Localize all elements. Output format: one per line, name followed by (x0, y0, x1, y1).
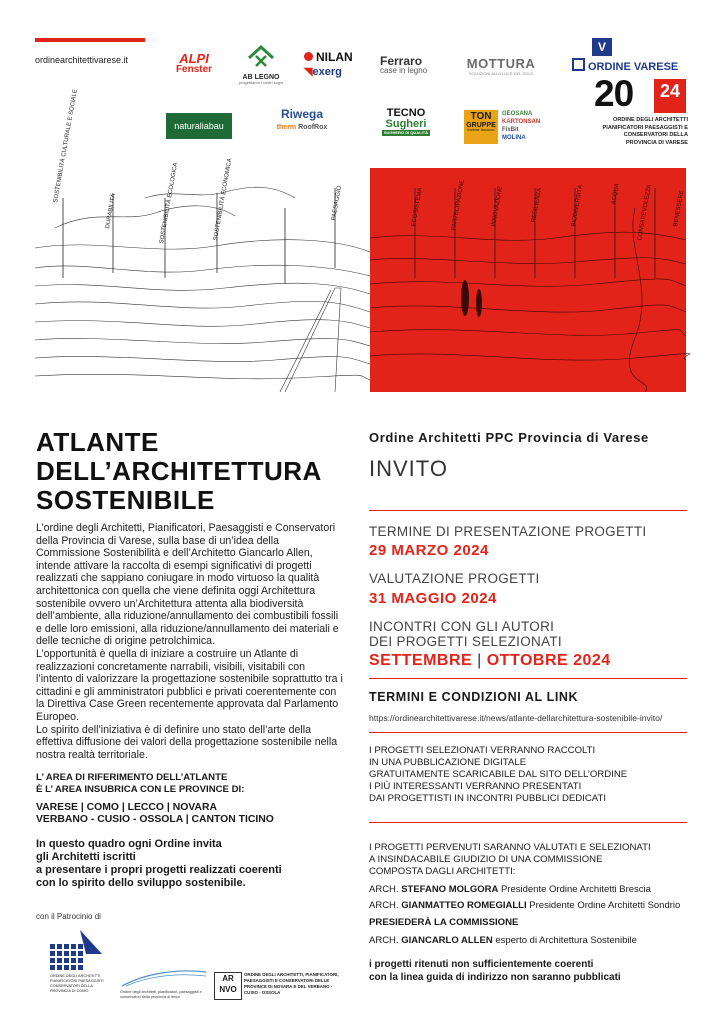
member-prefix: ARCH. (369, 935, 399, 946)
ordine-description: ORDINE DEGLI ARCHITETTI PIANIFICATORI PAESAGGISTI E CONSERVATORI DELLA PROVINCIA DI VARESE (602, 117, 688, 146)
illustration-label: ECOSISTEMA (411, 187, 424, 228)
divider (369, 678, 687, 679)
ablegno-logo-text: AB LEGNO (242, 74, 280, 81)
ordine-varese-name (572, 58, 690, 73)
molina-text: MOLINA (502, 135, 526, 141)
meetings-label-line: DEI PROGETTI SELEZIONATI (369, 634, 562, 649)
selection-line: I PIÙ INTERESSANTI VERRANNO PRESENTATI (369, 781, 582, 792)
meetings-label-line: INCONTRI CON GLI AUTORI (369, 619, 555, 634)
organizer-name: Ordine Architetti PPC Provincia di Varese (369, 430, 649, 445)
nilan-dot-icon (304, 52, 313, 61)
riwega-logo (270, 108, 334, 131)
tecnosugheri-logo (382, 108, 430, 136)
intro-text (36, 522, 344, 761)
invite-line: a presentare i propri progetti realizzati coerenti (36, 864, 282, 876)
title-line-3: SOSTENIBILE (36, 485, 215, 515)
tecno-logo-sub: SUGHERO DI QUALITÀ (383, 130, 429, 135)
member-role: Presidente Ordine Architetti Brescia (500, 884, 651, 895)
ferraro-logo-text: Ferraro (380, 54, 423, 68)
novara-logo-mark (214, 972, 242, 1000)
commission-line: I PROGETTI PERVENUTI SARANNO VALUTATI E SELEZIONATI (369, 842, 651, 853)
gruppe-logo-text: GRUPPE (466, 122, 496, 129)
ferraro-logo-sub: case in legno (380, 66, 428, 75)
invite-text (36, 838, 344, 890)
evaluation-date: 31 MAGGIO 2024 (369, 590, 497, 607)
deadline-label: TERMINE DI PRESENTAZIONE PROGETTI (369, 524, 647, 539)
commission-member (369, 884, 651, 896)
evaluation-label: VALUTAZIONE PROGETTI (369, 571, 540, 586)
novara-logo-text: ORDINE DEGLI ARCHITETTI, PIANIFICATORI, PAESAGGISTI E CONSERVATORI DELLE PROVINCE DI NOVARA E DEL VERBANO - CUSIO - OSSOLA (244, 972, 339, 995)
selection-line: DAI PROGETTISTI IN INCONTRI PUBBLICI DEDICATI (369, 793, 607, 804)
meetings-label (369, 619, 562, 649)
invite-line: gli Architetti iscritti (36, 851, 136, 863)
ablegno-logo-sub: progettiamo i vostri sogni (238, 80, 284, 85)
terms-link[interactable]: https://ordinearchitettivarese.it/news/atlante-dellarchitettura-sostenibile-invito/ (369, 713, 663, 723)
lecco-wave-icon (120, 968, 210, 988)
ton-logo-sub: Insieme facciamo (467, 128, 495, 132)
lecco-logo (120, 968, 210, 988)
member-prefix: ARCH. (369, 884, 399, 895)
commission-president-heading: PRESIEDERÀ LA COMMISSIONE (369, 917, 519, 928)
tecno-logo-text: TECNO (386, 107, 426, 119)
lecco-logo-text: Ordine degli architetti, pianificatori, paesaggisti e conservatori della provincia di lecco (120, 990, 202, 999)
page-title (36, 428, 322, 515)
mottura-logo (458, 57, 544, 76)
intro-paragraph: L’ordine degli Architetti, Pianificatori, Paesaggisti e Conservatori della Provincia di Varese, sulla base di un’idea della Commissione Sostenibilità e dell’Architetto Giancarlo Allen, intende attivare la raccolta di esempi significativi di progetti realizzati che sappiano coniugare in modo virtuoso la qualità architettonica con quella che viene definita oggi Architettura sostenibile ovvero un’Architettura attenta alla biodiversità dell’ambiente, alla riduzione/annullamento dei combustibili fossili e delle loro emissioni, alla riduzione/annullamento dei materiali e delle tecniche di origine petrolchimica. (36, 522, 339, 648)
sugheri-logo-text: Sugheri (385, 118, 427, 130)
illustration-label: SOSTENIBILITÀ ECOLOGICA (159, 162, 180, 245)
reference-area (36, 772, 344, 826)
ton-logo-text: TON (470, 111, 492, 122)
member-prefix: ARCH. (369, 900, 399, 911)
terms-heading: TERMINI E CONDIZIONI AL LINK (369, 690, 579, 704)
ordine-square-icon (572, 58, 585, 71)
nilan-logo: NILAN ◥exerg (304, 50, 353, 78)
novara-mark-line: AR (222, 974, 234, 983)
member-role: Presidente Ordine Architetti Sondrio (529, 900, 681, 911)
illustration-label: ACQUA (611, 182, 621, 206)
commission-info (369, 842, 651, 878)
deadline-date: 29 MARZO 2024 (369, 542, 489, 559)
area-provinces: VARESE | COMO | LECCO | NOVARA (36, 802, 217, 813)
commission-line: A INSINDACABILE GIUDIZIO DI UNA COMMISSIONE (369, 854, 603, 865)
intro-paragraph: Lo spirito dell’iniziativa è di definire uno stato dell’arte della effettiva diffusione dei valori della progettazione sostenibile nella nostra realtà territoriale. (36, 723, 338, 761)
illustration-label: RESILIENZA (531, 187, 543, 224)
ordine-year-a: 20 (594, 73, 634, 114)
illustration-label: INNOVAZIONE (491, 185, 505, 228)
ordine-year-b: 24 (654, 79, 686, 113)
riwega-roofrox-text: RoofRox (298, 124, 328, 131)
member-name: STEFANO MOLGORA (401, 884, 499, 895)
intro-paragraph: L’opportunità è quella di iniziare a costruire un Atlante di realizzazioni concretamente narrabili, visibili, visitabili con l’intento di valorizzare la progettazione sostenibile soprattutto tra i cittadini e gli amministratori pubblici e privati coerentemente con la Direttiva Case Green recentemente approvata dal Parlamento Europeo. (36, 647, 343, 723)
brands-list-logo (502, 110, 548, 142)
meetings-separator: | (477, 652, 482, 669)
title-line-1: ATLANTE (36, 427, 159, 457)
alpi-logo-sub: Fenster (175, 64, 213, 75)
riwega-therm-text: therm (276, 124, 297, 131)
header-accent-bar (35, 38, 145, 42)
illustration-label: PAESAGGIO (331, 185, 344, 222)
alpi-logo (166, 52, 222, 75)
riwega-logo-text: Riwega (280, 107, 323, 121)
illustration-label: SOSTENIBILITÀ ECONOMICA (213, 157, 234, 242)
invite-line: con lo spirito dello sviluppo sostenibile. (36, 877, 246, 889)
member-role: esperto di Architettura Sostenibile (495, 935, 637, 946)
invite-line: In questo quadro ogni Ordine invita (36, 838, 222, 850)
como-logo (50, 930, 105, 974)
fixbit-text: FixBit (502, 127, 519, 133)
como-grid-icon (50, 930, 105, 974)
meetings-date (369, 652, 611, 670)
illustration-label: CONSAPEVOLEZZA (637, 184, 653, 242)
selection-line: IN UNA PUBBLICAZIONE DIGITALE (369, 757, 527, 768)
member-name: GIANCARLO ALLEN (401, 935, 493, 946)
selection-line: I PROGETTI SELEZIONATI VERRANNO RACCOLTI (369, 745, 596, 756)
commission-president (369, 935, 637, 947)
area-provinces: VERBANO - CUSIO - OSSOLA | CANTON TICINO (36, 814, 274, 825)
illustration-label: SOSTENIBILITÀ CULTURALE E SOCIALE (53, 88, 79, 204)
kartonsan-text: KARTONSAN (502, 119, 541, 125)
selection-line: GRATUITAMENTE SCARICABILE DAL SITO DELL’ORDINE (369, 769, 628, 780)
illustration-label: BIODIVERSITÀ (571, 184, 585, 228)
ordine-v-icon: V (592, 38, 612, 56)
ablegno-logo (237, 44, 285, 85)
landscape-drawing (35, 168, 686, 392)
patronage-label: con il Patrocinio di (36, 912, 101, 921)
ablegno-house-icon (246, 44, 276, 70)
meetings-month-b: OTTOBRE 2024 (486, 652, 611, 669)
ton-gruppe-logo (464, 110, 498, 144)
ordine-name-text: ORDINE VARESE (588, 61, 679, 73)
illustration-label: DURABILITÀ (105, 193, 118, 230)
como-logo-text: ORDINE DEGLI ARCHITETTI PIANIFICATORI PAESAGGISTI CONSERVATORI DELLA PROVINCIA DI COMO (50, 974, 104, 993)
illustration-label: PARTECIPAZIONE (451, 179, 466, 232)
note-line: i progetti ritenuti non sufficientemente coerenti (369, 959, 594, 970)
selection-info (369, 745, 627, 805)
area-line: È L’ AREA INSUBRICA CON LE PROVINCE DI: (36, 784, 245, 795)
meetings-month-a: SETTEMBRE (369, 652, 473, 669)
naturaliabau-logo: naturaliabau (166, 113, 232, 139)
member-name: GIANMATTEO ROMEGIALLI (401, 900, 527, 911)
site-url[interactable]: ordinearchitettivarese.it (35, 55, 129, 65)
divider (369, 510, 687, 511)
geosana-text: GEOSANA (502, 111, 533, 117)
nilan-logo-text: NILAN (316, 50, 353, 64)
alpi-logo-text: ALPI (179, 51, 209, 66)
illustration-label: BENESSERE (673, 189, 686, 228)
mottura-logo-text: MOTTURA (466, 56, 536, 71)
invito-heading: INVITO (369, 456, 448, 481)
divider (369, 822, 687, 823)
area-line: L’ AREA DI RIFERIMENTO DELL’ATLANTE (36, 772, 228, 783)
note-line: con la linea guida di indirizzo non saranno pubblicati (369, 972, 621, 983)
ferraro-logo (380, 55, 442, 75)
exerg-logo-text: exerg (312, 66, 342, 78)
novara-mark-line: NVO (219, 985, 237, 994)
title-line-2: DELL’ARCHITETTURA (36, 456, 322, 486)
exclusion-note (369, 958, 621, 984)
commission-member (369, 900, 680, 912)
commission-line: COMPOSTA DAGLI ARCHITETTI: (369, 866, 516, 877)
divider (369, 732, 687, 733)
mottura-logo-sub: SOLUZIONI ALLA LUCE DEL SOLE (468, 71, 534, 76)
